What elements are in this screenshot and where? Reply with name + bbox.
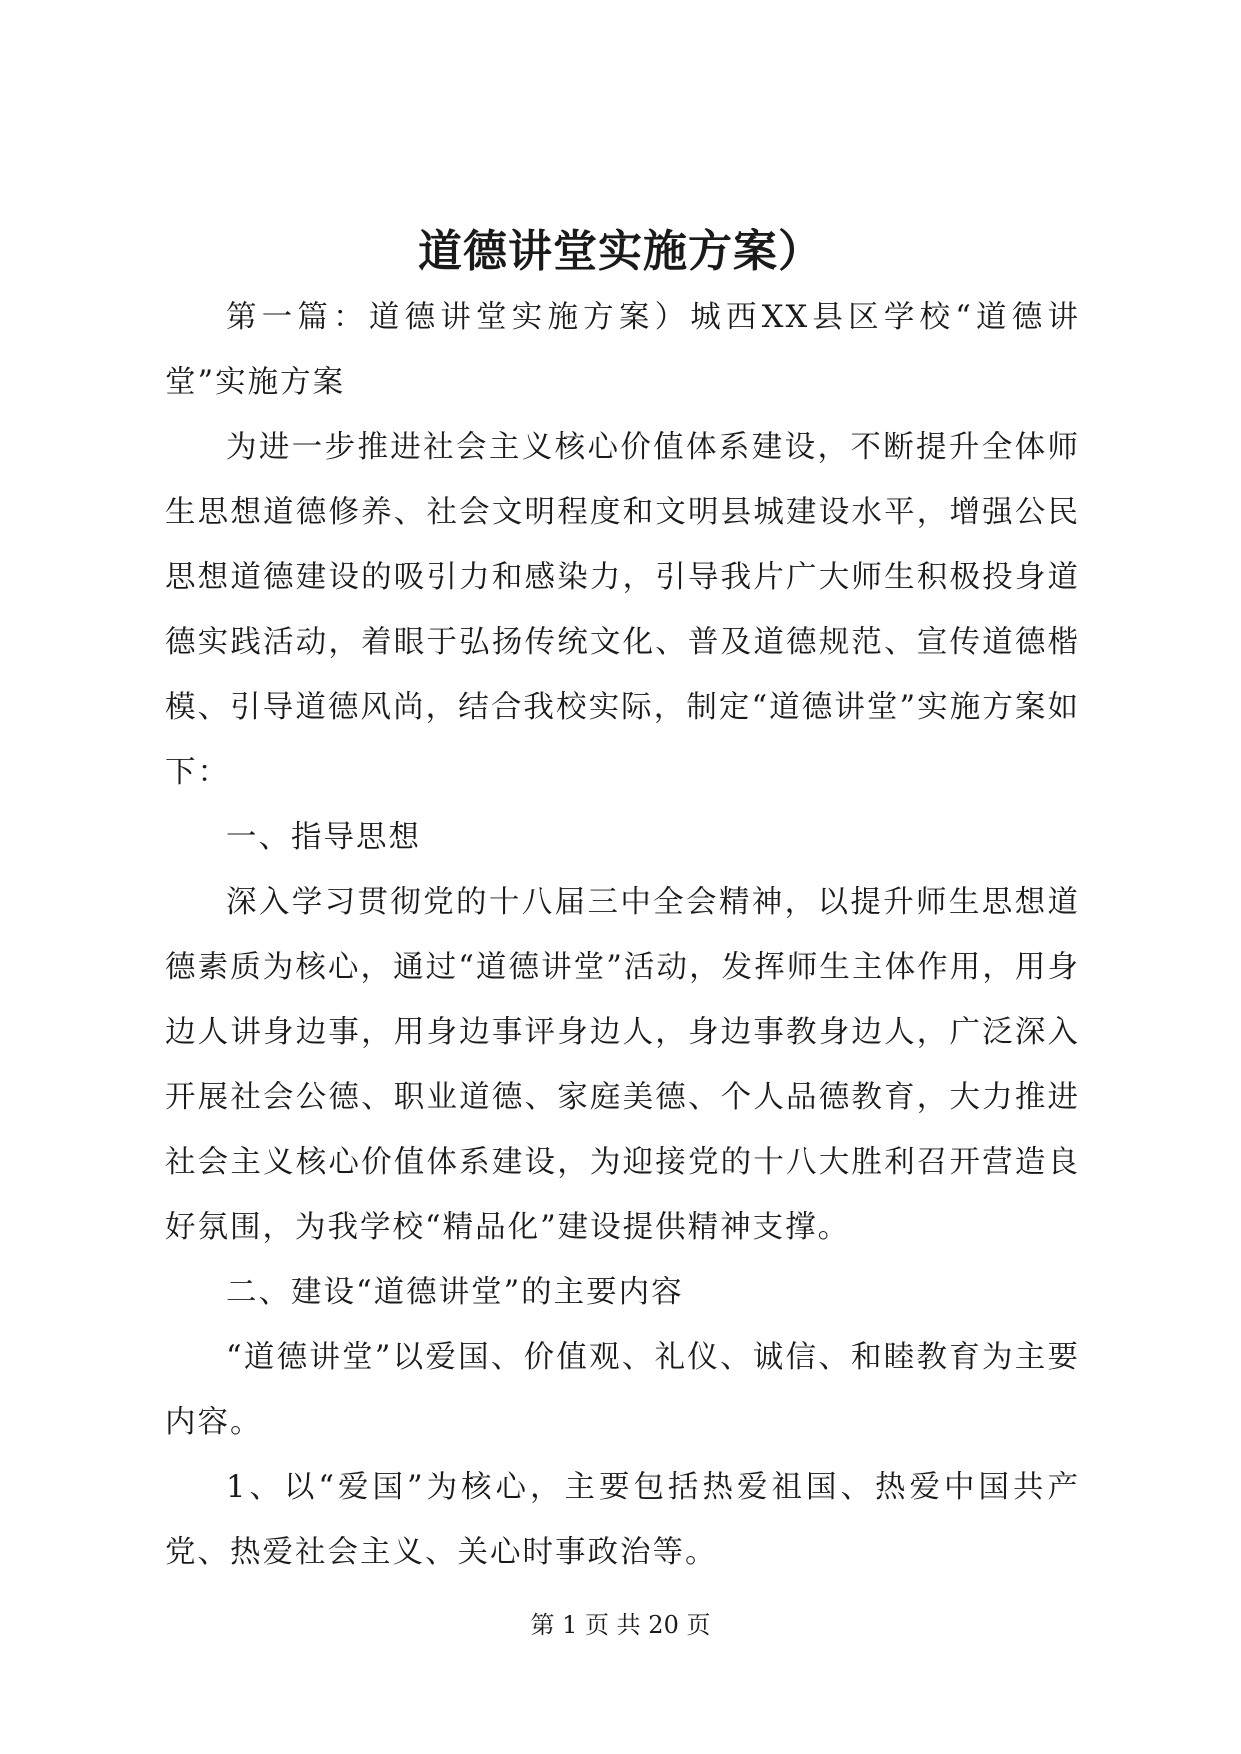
page-footer: 第 1 页 共 20 页 xyxy=(530,1611,711,1639)
section-heading-guiding-ideology: 一、指导思想 xyxy=(226,820,421,855)
document-title: 道德讲堂实施方案） xyxy=(418,226,823,277)
paragraph-guiding-ideology: 深入学习贯彻党的十八届三中全会精神，以提升师生思想道德素质为核心，通过“道德讲堂”活动，发挥师生主体作用，用身边人讲身边事，用身边事评身边人，身边事教身边人，广泛深入开展社会公德、职业道德、家庭美德、个人品德教育，大力推进社会主义核心价值体系建设，为迎接党的十八大胜利召开营造良好氛围，为我学校“精品化”建设提供精神支撑。 xyxy=(165,885,1080,1245)
paragraph-intro: 第一篇：道德讲堂实施方案）城西XX县区学校“道德讲堂”实施方案 xyxy=(165,300,1080,400)
paragraph-item-patriotism: 1、以“爱国”为核心，主要包括热爱祖国、热爱中国共产党、热爱社会主义、关心时事政治等。 xyxy=(165,1470,1080,1570)
section-heading-main-content: 二、建设“道德讲堂”的主要内容 xyxy=(226,1275,684,1310)
document-body xyxy=(165,285,1080,1585)
paragraph-purpose: 为进一步推进社会主义核心价值体系建设，不断提升全体师生思想道德修养、社会文明程度和文明县城建设水平，增强公民思想道德建设的吸引力和感染力，引导我片广大师生积极投身道德实践活动，着眼于弘扬传统文化、普及道德规范、宣传道德楷模、引导道德风尚，结合我校实际，制定“道德讲堂”实施方案如下： xyxy=(165,430,1080,790)
paragraph-main-content: “道德讲堂”以爱国、价值观、礼仪、诚信、和睦教育为主要内容。 xyxy=(165,1340,1080,1440)
